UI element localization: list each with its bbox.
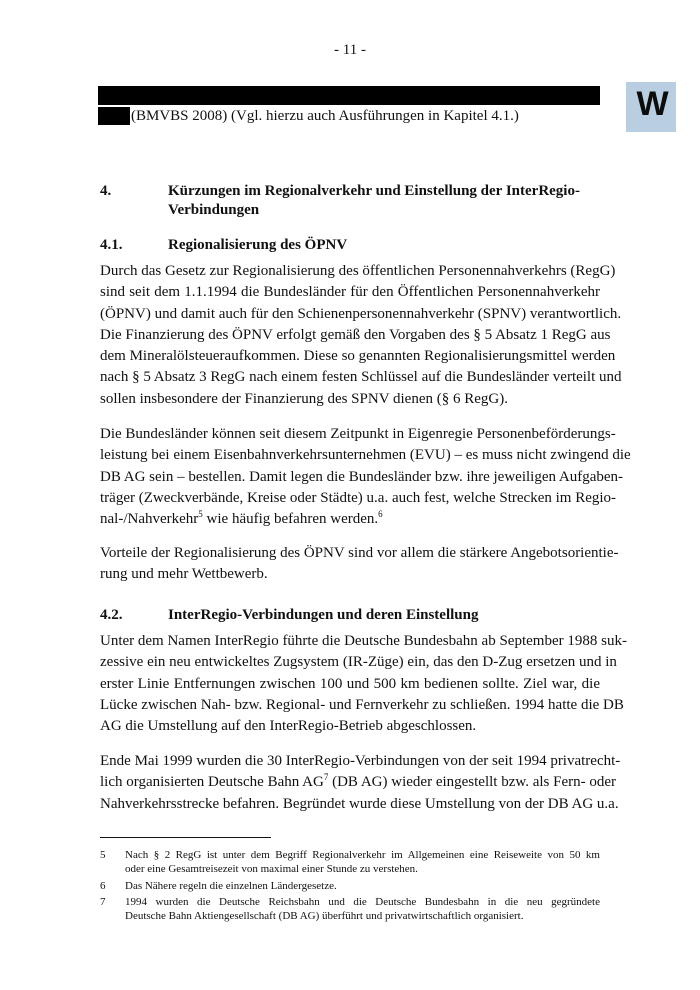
text-line: Lücke zwischen Nah- bzw. Regional- und Fernverkehr zu schließen. 1994 hatte die DB	[100, 696, 624, 713]
footnote-text	[125, 895, 600, 923]
text-line: (ÖPNV) und damit auch für den Schienenpersonennahverkehr (SPNV) verantwortlich.	[100, 305, 622, 322]
section-number: 4.1.	[100, 237, 123, 253]
logo	[626, 82, 676, 132]
section-title-line: Verbindungen	[168, 202, 260, 218]
logo-letter: W	[636, 85, 666, 123]
section-title	[168, 182, 598, 220]
text-line: AG die Umstellung auf den InterRegio-Betrieb abgeschlossen.	[100, 718, 477, 735]
text-line: Durch das Gesetz zur Regionalisierung des öffentlichen Personennahverkehrs (RegG)	[100, 263, 616, 279]
redaction-bar	[98, 86, 600, 105]
footnote	[100, 895, 600, 925]
page-number: - 11 -	[334, 42, 366, 58]
footnote-number: 6	[100, 880, 106, 892]
text-line: Die Bundesländer können seit diesem Zeitpunkt in Eigenregie Personenbeförderungs-	[100, 426, 616, 442]
text-line: DB AG sein – bestellen. Damit legen die Bundesländer bzw. ihre jeweiligen Aufgaben-	[100, 468, 624, 485]
redaction-bar	[98, 107, 130, 125]
text-line: träger (Zweckverbände, Kreise oder Städte) u.a. auch fest, welche Strecken im Regio-	[100, 489, 617, 506]
text-line: rung und mehr Wettbewerb.	[100, 566, 268, 583]
footnote-ref[interactable]: 6	[378, 509, 383, 520]
text-run: wie häufig befahren werden.	[202, 511, 379, 528]
footnote-line: Das Nähere regeln die einzelnen Ländergesetze.	[125, 880, 337, 892]
text-line: dem Mineralölsteueraufkommen. Diese so genannten Regionalisierungsmittel werden	[100, 348, 616, 365]
text-line	[100, 772, 617, 793]
paragraph	[100, 543, 619, 586]
text-line: sollen insbesondere der Finanzierung des SPNV dienen (§ 6 RegG).	[100, 390, 508, 407]
section-title-line: Kürzungen im Regionalverkehr und Einstellung der InterRegio-	[168, 183, 580, 199]
text-line: Die Finanzierung des ÖPNV erfolgt gemäß den Vorgaben des § 5 Absatz 1 RegG aus	[100, 326, 611, 343]
footnote	[100, 848, 600, 878]
paragraph	[100, 424, 631, 530]
section-heading-4	[100, 182, 600, 222]
text-line: zessive ein neu entwickeltes Zugsystem (IR-Züge) ein, das den D-Zug ersetzen und in	[100, 654, 617, 671]
text-line: Ende Mai 1999 wurden die 30 InterRegio-Verbindungen von der seit 1994 privatrecht-	[100, 753, 621, 769]
section-title: InterRegio-Verbindungen und deren Einstellung	[168, 607, 479, 623]
text-line: erster Linie Entfernungen zwischen 100 und 500 km bedienen sollte. Ziel war, die	[100, 675, 600, 692]
footnote-line: 1994 wurden die Deutsche Reichsbahn und die Deutsche Bundesbahn in die neu gegründete	[125, 896, 600, 908]
text-line: sind seit dem 1.1.1994 die Bundesländer für den Öffentlichen Personennahverkehr	[100, 284, 600, 301]
text-line: Nahverkehrsstrecke befahren. Begründet wurde diese Umstellung von der DB AG u.a.	[100, 795, 619, 812]
footnote-ref[interactable]: 5	[198, 509, 203, 520]
footnote-line: Nach § 2 RegG ist unter dem Begriff Regionalverkehr im Allgemeinen eine Reiseweite von 50 km	[125, 849, 600, 861]
text-line: leistung bei einem Eisenbahnverkehrsunternehmen (EVU) – es muss nicht zwingend die	[100, 447, 631, 464]
paragraph	[100, 751, 621, 815]
section-number: 4.2.	[100, 607, 123, 623]
text-line: nach § 5 Absatz 3 RegG nach einem festen Schlüssel auf die Bundesländer verteilt und	[100, 369, 622, 386]
text-run: lich organisierten Deutsche Bahn AG	[100, 774, 324, 791]
footnote-line: Deutsche Bahn Aktiengesellschaft (DB AG) überführt und privatwirtschaftlich organisiert.	[125, 910, 524, 922]
footnote-text	[125, 848, 600, 876]
footnote-number: 5	[100, 849, 106, 861]
text-run: nal-/Nahverkehr	[100, 511, 199, 528]
text-line: Vorteile der Regionalisierung des ÖPNV sind vor allem die stärkere Angebotsorientie-	[100, 545, 619, 561]
section-heading-4-1	[100, 236, 600, 256]
text-run: (DB AG) wieder eingestellt bzw. als Fern- oder	[328, 774, 617, 791]
footnote-text	[125, 879, 600, 893]
footnote-ref[interactable]: 7	[323, 772, 329, 783]
footnote-line: oder eine Gesamtreisezeit von maximal einer Stunde zu verstehen.	[125, 863, 418, 875]
section-heading-4-2	[100, 606, 600, 626]
text-line: Unter dem Namen InterRegio führte die Deutsche Bundesbahn ab September 1988 suk-	[100, 633, 627, 649]
section-number: 4.	[100, 183, 112, 199]
section-title: Regionalisierung des ÖPNV	[168, 237, 348, 253]
intro-line: (BMVBS 2008) (Vgl. hierzu auch Ausführungen in Kapitel 4.1.)	[131, 108, 519, 124]
paragraph	[100, 631, 627, 737]
footnote	[100, 879, 600, 895]
text-line	[100, 509, 600, 530]
footnote-number: 7	[100, 896, 106, 908]
footnote-divider	[100, 837, 271, 838]
paragraph	[100, 261, 622, 410]
